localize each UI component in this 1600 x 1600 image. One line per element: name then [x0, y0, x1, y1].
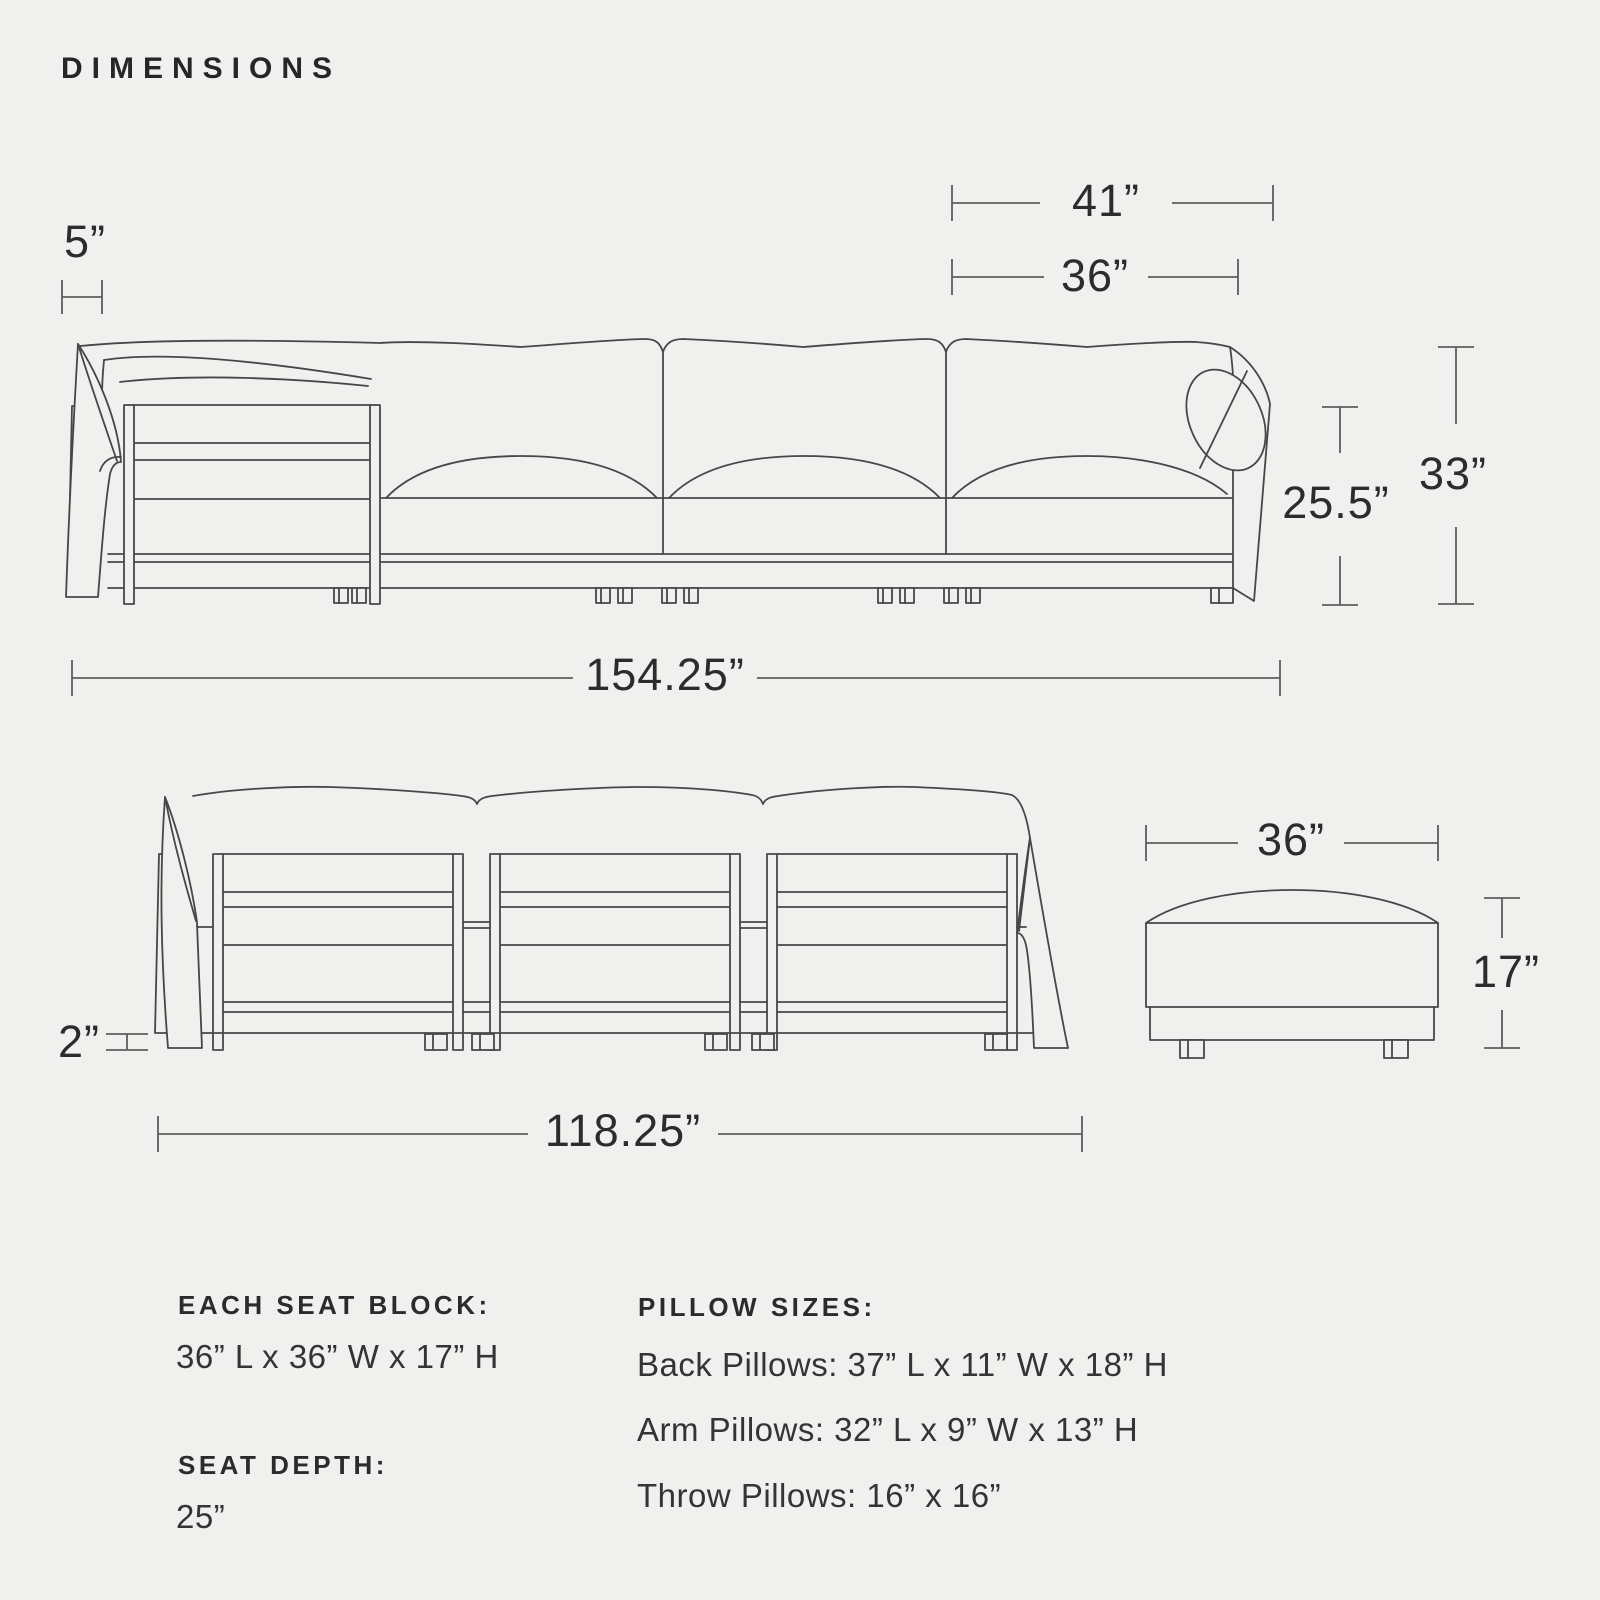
dim-label-overall-length: 154.25” — [585, 649, 745, 700]
back-view-feet — [425, 1034, 1007, 1050]
front-view-legs — [334, 588, 1233, 603]
front-back-cushion-wave — [80, 339, 1230, 352]
dim-label-seat-width: 36” — [1060, 250, 1130, 301]
dim-label-leg-height: 2” — [57, 1016, 101, 1067]
ottoman-drawing — [1146, 890, 1438, 1058]
seat-block-value: 36” L x 36” W x 17” H — [176, 1338, 499, 1375]
corner-frame-right-post — [370, 405, 380, 604]
seat-cushion-arcs — [386, 456, 1227, 498]
dim-label-ottoman-height: 17” — [1471, 946, 1541, 997]
dim-2-line — [106, 1034, 148, 1050]
corner-cushion-top — [104, 357, 371, 379]
seat-block-heading: EACH SEAT BLOCK: — [178, 1290, 491, 1320]
corner-frame-left-post — [124, 405, 134, 604]
frame-block-1 — [213, 854, 463, 1050]
block-connectors — [463, 922, 767, 1012]
back-view-drawing — [155, 787, 1068, 1050]
seat-depth-heading: SEAT DEPTH: — [178, 1450, 388, 1480]
ottoman-base — [1150, 1007, 1434, 1040]
front-view-drawing — [66, 339, 1281, 604]
module-seams — [663, 352, 946, 554]
dim-label-overall-height: 33” — [1418, 448, 1488, 499]
frame-block-3 — [767, 854, 1017, 1050]
dim-label-ottoman-width: 36” — [1256, 814, 1326, 865]
pillow-back-value: Back Pillows: 37” L x 11” W x 18” H — [637, 1346, 1168, 1383]
pillow-sizes-heading: PILLOW SIZES: — [638, 1292, 876, 1322]
dim-arm-overhang-line — [62, 280, 102, 314]
dim-label-back-length: 118.25” — [544, 1105, 702, 1156]
corner-cushion-roll — [120, 377, 368, 386]
back-left-arm — [161, 797, 202, 1048]
frame-block-2 — [490, 854, 740, 1050]
pillow-arm-value: Arm Pillows: 32” L x 9” W x 13” H — [637, 1411, 1139, 1448]
back-cushion-wave — [193, 787, 1030, 838]
ottoman-dome — [1146, 890, 1438, 923]
dim-label-corner-width: 41” — [1071, 175, 1141, 226]
ottoman-body — [1146, 923, 1438, 1007]
left-arm — [66, 344, 121, 597]
corner-frame-slats — [134, 405, 370, 499]
seat-depth-value: 25” — [176, 1498, 226, 1535]
dim-label-arm-overhang: 5” — [63, 216, 107, 267]
back-right-arm — [1017, 838, 1068, 1048]
ottoman-feet — [1180, 1040, 1408, 1058]
dim-label-seat-back-height: 25.5” — [1282, 477, 1390, 528]
page-title: DIMENSIONS — [61, 52, 342, 85]
pillow-throw-value: Throw Pillows: 16” x 16” — [637, 1477, 1002, 1514]
base-lines — [108, 554, 1233, 588]
